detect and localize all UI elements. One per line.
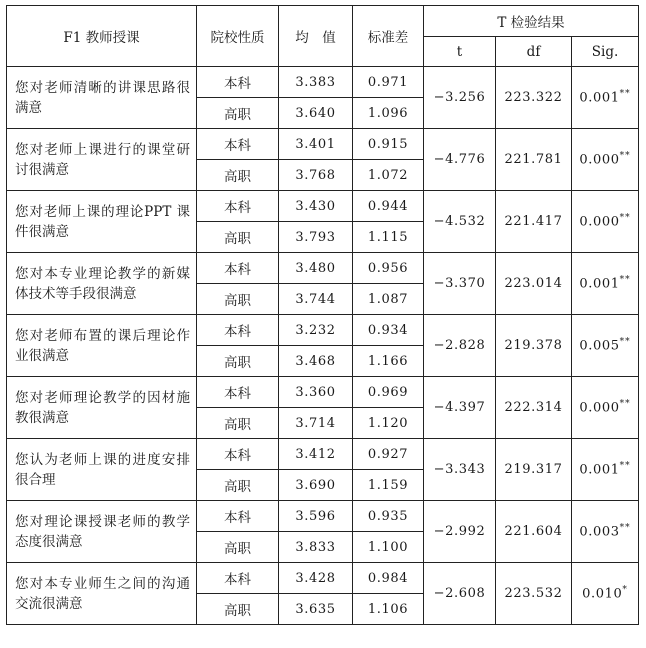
item-label: 您对老师上课进行的课堂研讨很满意 (7, 129, 197, 191)
sd-cell: 1.159 (353, 470, 424, 501)
mean-cell: 3.401 (279, 129, 353, 160)
significance-stars: ** (619, 151, 631, 162)
table-row (7, 439, 639, 470)
sd-cell: 0.935 (353, 501, 424, 532)
mean-cell: 3.635 (279, 594, 353, 625)
item-label: 您对老师布置的课后理论作业很满意 (7, 315, 197, 377)
mean-cell: 3.793 (279, 222, 353, 253)
significance-stars: ** (619, 461, 631, 472)
sig-cell (572, 191, 639, 253)
table-row (7, 377, 639, 408)
t-value-cell: −2.828 (424, 315, 496, 377)
item-label: 您对本专业理论教学的新媒体技术等手段很满意 (7, 253, 197, 315)
school-type-cell: 高职 (197, 346, 279, 377)
header-school-type: 院校性质 (197, 6, 279, 67)
t-value-cell: −3.370 (424, 253, 496, 315)
t-value-cell: −2.608 (424, 563, 496, 625)
table-row (7, 191, 639, 222)
header-item: F1 教师授课 (7, 6, 197, 67)
item-label: 您认为老师上课的进度安排很合理 (7, 439, 197, 501)
school-type-cell: 高职 (197, 160, 279, 191)
header-mean: 均 值 (279, 6, 353, 67)
mean-cell: 3.640 (279, 98, 353, 129)
df-cell: 223.322 (496, 67, 572, 129)
sd-cell: 1.087 (353, 284, 424, 315)
df-cell: 223.014 (496, 253, 572, 315)
mean-cell: 3.412 (279, 439, 353, 470)
school-type-cell: 高职 (197, 594, 279, 625)
sd-cell: 1.115 (353, 222, 424, 253)
table-row (7, 501, 639, 532)
sd-cell: 1.166 (353, 346, 424, 377)
df-cell: 221.417 (496, 191, 572, 253)
sd-cell: 0.934 (353, 315, 424, 346)
sig-value: 0.001 (579, 90, 620, 106)
school-type-cell: 本科 (197, 563, 279, 594)
t-value-cell: −4.532 (424, 191, 496, 253)
mean-cell: 3.383 (279, 67, 353, 98)
significance-stars: * (622, 585, 628, 596)
school-type-cell: 本科 (197, 253, 279, 284)
header-sd: 标准差 (353, 6, 424, 67)
sig-value: 0.001 (579, 276, 620, 292)
sd-cell: 1.100 (353, 532, 424, 563)
item-label: 您对本专业师生之间的沟通交流很满意 (7, 563, 197, 625)
significance-stars: ** (619, 337, 631, 348)
school-type-cell: 高职 (197, 408, 279, 439)
sd-cell: 0.969 (353, 377, 424, 408)
school-type-cell: 高职 (197, 98, 279, 129)
sd-cell: 1.072 (353, 160, 424, 191)
school-type-cell: 本科 (197, 501, 279, 532)
school-type-cell: 本科 (197, 439, 279, 470)
t-value-cell: −2.992 (424, 501, 496, 563)
df-cell: 219.378 (496, 315, 572, 377)
sd-cell: 0.956 (353, 253, 424, 284)
sd-cell: 0.984 (353, 563, 424, 594)
school-type-cell: 本科 (197, 191, 279, 222)
school-type-cell: 本科 (197, 315, 279, 346)
school-type-cell: 高职 (197, 284, 279, 315)
df-cell: 221.781 (496, 129, 572, 191)
item-label: 您对老师清晰的讲课思路很满意 (7, 67, 197, 129)
sig-value: 0.000 (579, 400, 620, 416)
mean-cell: 3.714 (279, 408, 353, 439)
sd-cell: 0.915 (353, 129, 424, 160)
sig-value: 0.005 (579, 338, 620, 354)
sig-value: 0.001 (579, 462, 620, 478)
df-cell: 223.532 (496, 563, 572, 625)
table-row (7, 315, 639, 346)
results-table-container (6, 5, 638, 625)
header-sig: Sig. (572, 37, 639, 67)
sd-cell: 0.971 (353, 67, 424, 98)
mean-cell: 3.690 (279, 470, 353, 501)
significance-stars: ** (619, 275, 631, 286)
header-df: df (496, 37, 572, 67)
mean-cell: 3.360 (279, 377, 353, 408)
significance-stars: ** (619, 523, 631, 534)
t-value-cell: −3.256 (424, 67, 496, 129)
header-t: t (424, 37, 496, 67)
sig-value: 0.010 (582, 586, 623, 602)
sd-cell: 0.944 (353, 191, 424, 222)
mean-cell: 3.430 (279, 191, 353, 222)
table-row (7, 67, 639, 98)
item-label: 您对理论课授课老师的教学态度很满意 (7, 501, 197, 563)
sig-cell (572, 67, 639, 129)
significance-stars: ** (619, 213, 631, 224)
sd-cell: 1.096 (353, 98, 424, 129)
sig-cell (572, 377, 639, 439)
table-row (7, 253, 639, 284)
t-value-cell: −4.776 (424, 129, 496, 191)
sig-value: 0.000 (579, 214, 620, 230)
item-label: 您对老师上课的理论PPT 课件很满意 (7, 191, 197, 253)
mean-cell: 3.480 (279, 253, 353, 284)
mean-cell: 3.744 (279, 284, 353, 315)
sd-cell: 1.106 (353, 594, 424, 625)
sig-value: 0.000 (579, 152, 620, 168)
sig-cell (572, 501, 639, 563)
sig-value: 0.003 (579, 524, 620, 540)
mean-cell: 3.468 (279, 346, 353, 377)
significance-stars: ** (619, 399, 631, 410)
sig-cell (572, 563, 639, 625)
df-cell: 222.314 (496, 377, 572, 439)
school-type-cell: 本科 (197, 67, 279, 98)
mean-cell: 3.768 (279, 160, 353, 191)
mean-cell: 3.232 (279, 315, 353, 346)
school-type-cell: 高职 (197, 532, 279, 563)
sig-cell (572, 315, 639, 377)
item-label: 您对老师理论教学的因材施教很满意 (7, 377, 197, 439)
significance-stars: ** (619, 89, 631, 100)
table-body (7, 67, 639, 625)
sd-cell: 0.927 (353, 439, 424, 470)
school-type-cell: 本科 (197, 129, 279, 160)
t-value-cell: −4.397 (424, 377, 496, 439)
table-row (7, 563, 639, 594)
header-ttest-group: T 检验结果 (424, 6, 639, 37)
ttest-results-table (6, 5, 639, 625)
school-type-cell: 高职 (197, 470, 279, 501)
sd-cell: 1.120 (353, 408, 424, 439)
sig-cell (572, 253, 639, 315)
sig-cell (572, 439, 639, 501)
t-value-cell: −3.343 (424, 439, 496, 501)
df-cell: 219.317 (496, 439, 572, 501)
mean-cell: 3.596 (279, 501, 353, 532)
mean-cell: 3.833 (279, 532, 353, 563)
mean-cell: 3.428 (279, 563, 353, 594)
school-type-cell: 高职 (197, 222, 279, 253)
sig-cell (572, 129, 639, 191)
school-type-cell: 本科 (197, 377, 279, 408)
table-row (7, 129, 639, 160)
df-cell: 221.604 (496, 501, 572, 563)
